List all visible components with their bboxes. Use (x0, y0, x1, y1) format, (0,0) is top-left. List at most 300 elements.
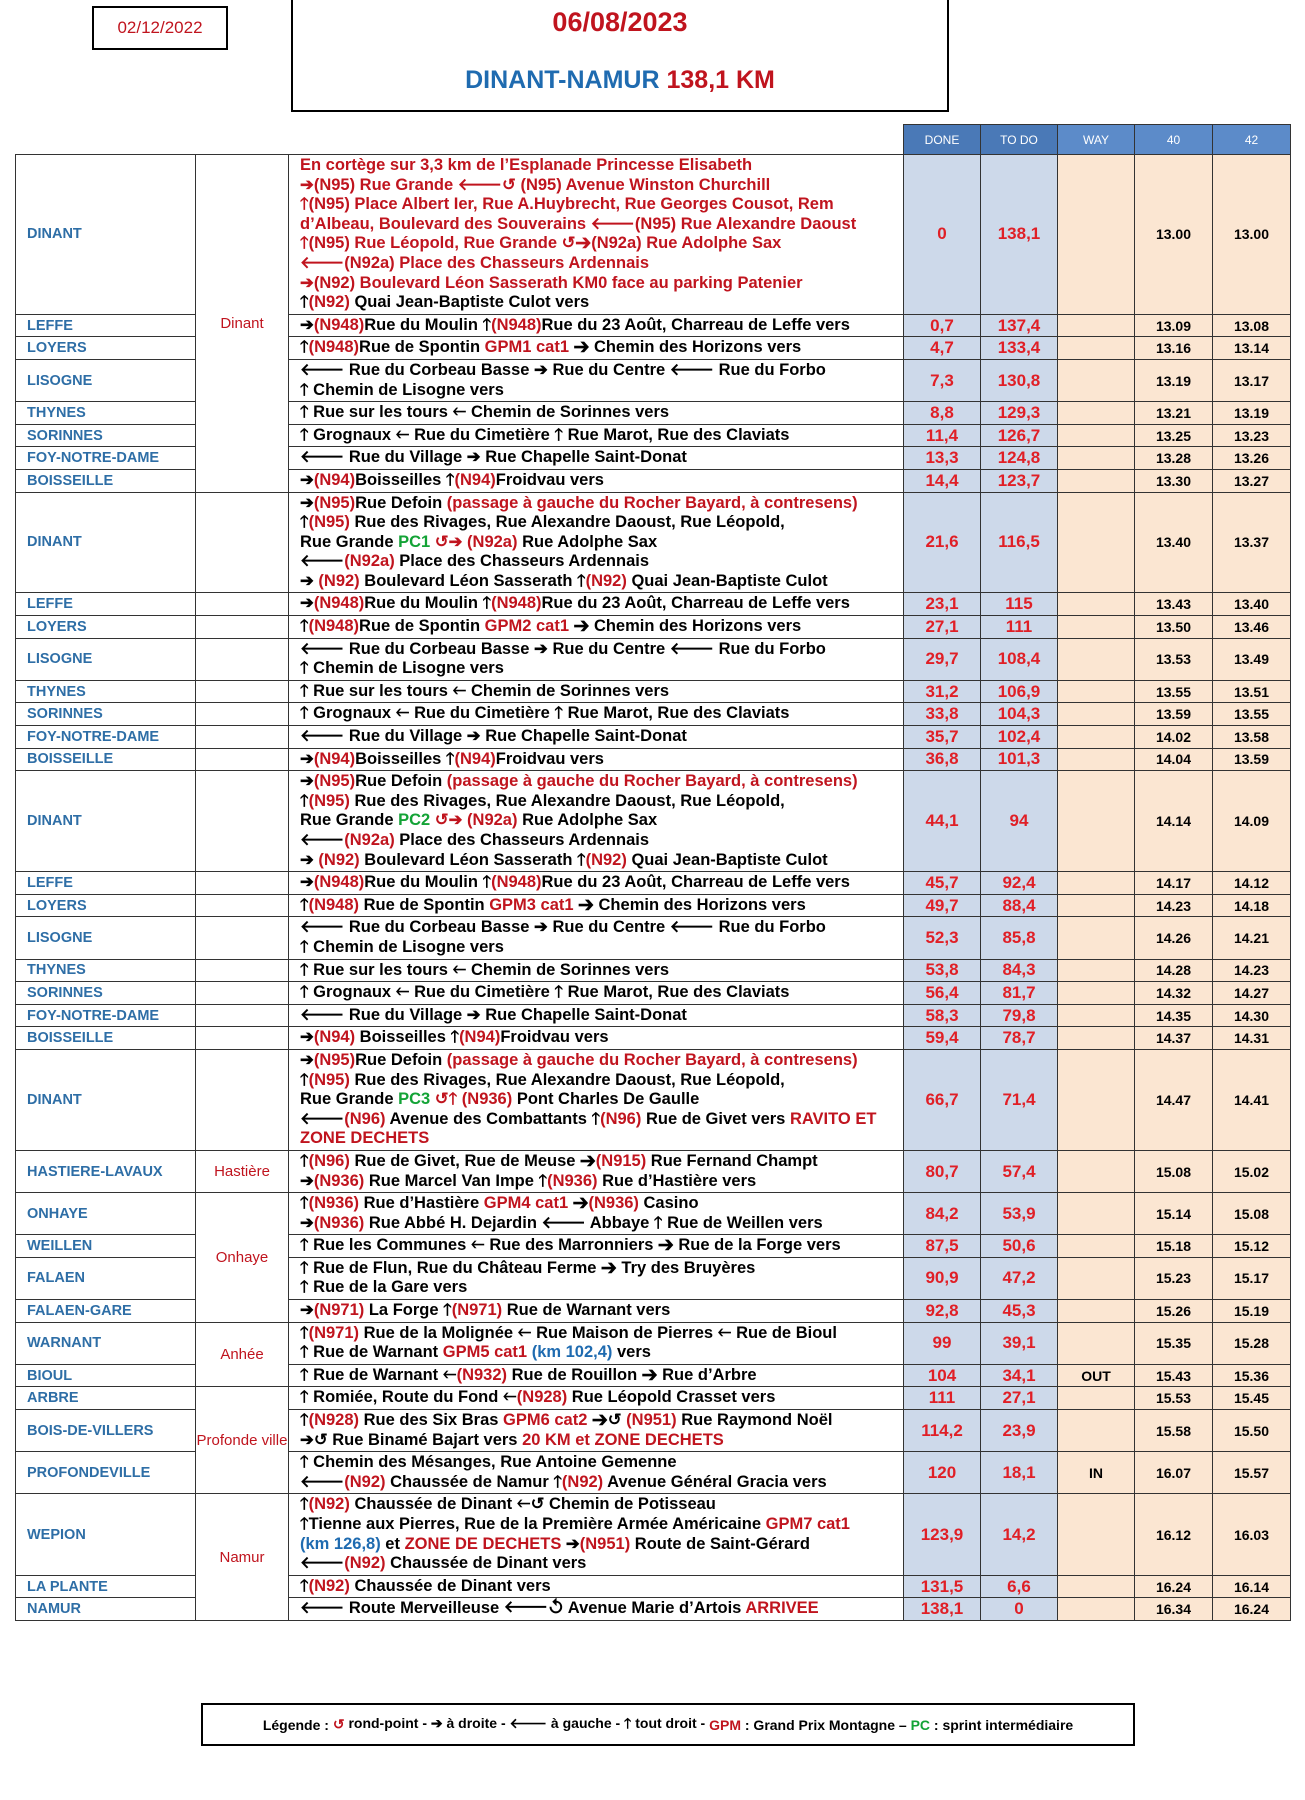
way-cell (1058, 917, 1135, 959)
route-segment: Rue de la Molignée 🡐 Rue Maison de Pierres 🡐 Rue de Bioul (359, 1323, 837, 1342)
route-segment: Rue de Givet, Rue de Meuse ➔ (349, 1151, 596, 1170)
route-segment: 🡑 (300, 338, 309, 357)
route-line (300, 1172, 903, 1192)
route-segment: 🡐 Route Merveilleuse 🡐↺ Avenue Marie d’Artois (300, 1599, 746, 1618)
commune-cell (196, 917, 289, 959)
route-segment: ➔ (561, 1534, 580, 1553)
route-segment: 🡑 (300, 1576, 309, 1595)
route-segment: (km 102,4) (527, 1343, 613, 1362)
route-line (300, 983, 903, 1003)
legend-item: : Grand Prix Montagne – (740, 1716, 911, 1733)
route-segment: Rue des Six Bras (359, 1411, 504, 1430)
todo-km-cell: 92,4 (981, 872, 1058, 895)
route-segment: 🡐 (300, 552, 345, 571)
way-cell (1058, 638, 1135, 680)
location-cell: LEFFE (16, 593, 196, 616)
way-cell (1058, 703, 1135, 726)
route-segment: 🡐 (300, 1109, 345, 1128)
time-40-cell: 15.26 (1135, 1300, 1213, 1323)
time-40-cell: 13.16 (1135, 337, 1213, 360)
route-segment: 🡑(N95) Place Albert Ier, Rue A.Huybrecht, Rue Georges Cousot, Rem (300, 195, 834, 214)
time-42-cell: 15.02 (1213, 1150, 1291, 1192)
table-row (16, 1494, 1291, 1575)
time-42-cell: 13.26 (1213, 447, 1291, 470)
route-segment: (N971) (313, 1301, 365, 1320)
time-42-cell: 14.27 (1213, 982, 1291, 1005)
route-segment: Rue Raymond Noël (676, 1411, 833, 1430)
route-segment: Boulevard Léon Sasserath 🡑 (359, 571, 586, 590)
route-segment: RAVITO ET (789, 1109, 877, 1128)
route-line (300, 552, 903, 572)
route-segment: Rue de Spontin (359, 617, 485, 636)
todo-km-cell: 6,6 (981, 1575, 1058, 1598)
route-segment: 🡑 (300, 895, 309, 914)
route-segment: 🡑 (300, 513, 309, 532)
route-segment: Rue d’Hastière vers (597, 1171, 757, 1190)
todo-km-cell: 78,7 (981, 1027, 1058, 1050)
route-segment: ➔ (300, 1028, 314, 1047)
done-km-cell: 123,9 (904, 1494, 981, 1575)
route-segment: Rue Grande (300, 811, 399, 830)
route-line (300, 918, 903, 938)
time-42-cell: 13.19 (1213, 402, 1291, 425)
time-42-cell: 13.14 (1213, 337, 1291, 360)
route-description-cell (289, 1598, 904, 1621)
time-42-cell: 13.17 (1213, 359, 1291, 401)
table-row (16, 1004, 1291, 1027)
legend-item: GPM (709, 1716, 741, 1733)
legend (201, 1703, 1135, 1746)
route-segment: ➔ (300, 850, 319, 869)
route-segment: (N92) (308, 1576, 350, 1595)
route-segment: Froidvau vers (495, 749, 604, 768)
route-segment: En cortège sur 3,3 km de l’Esplanade Princesse Elisabeth (300, 156, 753, 174)
time-40-cell: 14.47 (1135, 1049, 1213, 1150)
route-segment: 🡑 (300, 293, 309, 312)
way-cell (1058, 1004, 1135, 1027)
route-segment: 🡑 Chemin de Lisogne vers (300, 937, 504, 956)
route-segment: ➔ (300, 571, 319, 590)
route-line (300, 727, 903, 747)
done-km-cell: 80,7 (904, 1150, 981, 1192)
time-40-cell: 16.07 (1135, 1452, 1213, 1494)
route-segment: Rue Defoin (355, 1050, 447, 1069)
route-line (300, 274, 903, 294)
route-segment: ➔ (300, 1301, 314, 1320)
route-segment: Route de Saint-Gérard (630, 1534, 810, 1553)
location-cell: HASTIERE-LAVAUX (16, 1150, 196, 1192)
route-segment: 🡑 Rue de Warnant (300, 1343, 443, 1362)
route-description-cell (289, 155, 904, 315)
location-cell: LOYERS (16, 616, 196, 639)
way-cell (1058, 1494, 1135, 1575)
way-cell (1058, 424, 1135, 447)
done-km-cell: 7,3 (904, 359, 981, 401)
time-40-cell: 14.35 (1135, 1004, 1213, 1027)
route-segment: (N92) (308, 293, 350, 312)
done-km-cell: 29,7 (904, 638, 981, 680)
race-title (293, 66, 947, 95)
route-segment: (N936) (313, 1213, 365, 1232)
commune-cell: Namur (196, 1494, 289, 1621)
todo-km-cell: 53,9 (981, 1193, 1058, 1235)
route-segment: Boisseilles 🡑 (355, 749, 455, 768)
route-segment: 🡐(N92a) Place des Chasseurs Ardennais (300, 253, 650, 272)
time-40-cell: 14.02 (1135, 726, 1213, 749)
route-line (300, 316, 903, 336)
route-segment: (N971) (308, 1323, 360, 1342)
route-line (300, 494, 903, 514)
time-42-cell: 15.17 (1213, 1257, 1291, 1299)
time-40-cell: 15.18 (1135, 1235, 1213, 1258)
route-segment: (N948) (313, 873, 365, 892)
route-segment: 🡐 (300, 831, 345, 849)
way-cell (1058, 1598, 1135, 1621)
route-line (300, 471, 903, 491)
route-line (300, 1028, 903, 1048)
todo-km-cell: 71,4 (981, 1049, 1058, 1150)
way-cell (1058, 1193, 1135, 1235)
route-segment: 🡑 Chemin de Lisogne vers (300, 659, 504, 678)
route-segment: Rue du Moulin 🡑 (364, 873, 492, 892)
time-42-cell: 14.21 (1213, 917, 1291, 959)
route-description-cell (289, 1257, 904, 1299)
todo-km-cell: 126,7 (981, 424, 1058, 447)
document-date: 02/12/2022 (92, 6, 228, 50)
route-segment: d’Albeau, Boulevard des Souverains (300, 214, 591, 233)
route-segment: (N915) (595, 1151, 647, 1170)
location-cell: BIOUL (16, 1364, 196, 1387)
header-42: 42 (1213, 125, 1291, 155)
commune-cell (196, 959, 289, 982)
header-blank (289, 125, 904, 155)
location-cell: FOY-NOTRE-DAME (16, 726, 196, 749)
time-40-cell: 14.14 (1135, 771, 1213, 872)
done-km-cell: 33,8 (904, 703, 981, 726)
route-segment: 🡑 Rue de Flun, Rue du Château Ferme ➔ Try des Bruyères (300, 1258, 756, 1277)
route-segment: ➔ (300, 1050, 314, 1069)
route-segment: 🡐 (300, 1472, 345, 1491)
route-segment: (N948) (491, 315, 542, 334)
route-segment: Rue des Rivages, Rue Alexandre Daoust, Rue Léopold, (349, 791, 785, 810)
route-description-cell (289, 748, 904, 771)
commune-cell: Profonde ville (196, 1387, 289, 1494)
way-cell (1058, 337, 1135, 360)
route-segment: Rue Léopold Crasset vers (567, 1388, 776, 1407)
route-description-cell (289, 680, 904, 703)
route-line (300, 513, 903, 533)
done-km-cell: 21,6 (904, 492, 981, 593)
done-km-cell: 92,8 (904, 1300, 981, 1323)
route-segment: (N95) (313, 1050, 356, 1069)
todo-km-cell: 39,1 (981, 1322, 1058, 1364)
route-line (300, 1535, 903, 1555)
route-description-cell (289, 1364, 904, 1387)
route-line (300, 1343, 903, 1363)
table-row (16, 917, 1291, 959)
route-line (300, 1453, 903, 1473)
location-cell: SORINNES (16, 424, 196, 447)
route-segment: ➔ (300, 470, 314, 489)
header-blank (16, 125, 196, 155)
todo-km-cell: 108,4 (981, 638, 1058, 680)
legend-item: ↺ (332, 1716, 345, 1732)
route-segment: PC2 (398, 811, 431, 830)
location-cell: BOISSEILLE (16, 1027, 196, 1050)
route-segment: (N95) (313, 493, 356, 512)
route-segment: GPM1 cat1 (484, 338, 569, 357)
route-segment: ➔ (300, 1213, 314, 1232)
header-blank (196, 125, 289, 155)
route-line (300, 1129, 903, 1149)
route-description-cell (289, 1322, 904, 1364)
way-cell (1058, 155, 1135, 315)
route-description-cell (289, 872, 904, 895)
done-km-cell: 120 (904, 1452, 981, 1494)
route-segment: GPM2 cat1 (484, 617, 569, 636)
done-km-cell: 84,2 (904, 1193, 981, 1235)
done-km-cell: 52,3 (904, 917, 981, 959)
todo-km-cell: 124,8 (981, 447, 1058, 470)
time-40-cell: 15.08 (1135, 1150, 1213, 1192)
route-segment: (N94) (313, 470, 356, 489)
route-segment: ➔(N95) Rue Grande (300, 175, 458, 194)
route-segment: 🡑 Grognaux 🡐 Rue du Cimetière 🡑 Rue Marot, Rue des Claviats (300, 704, 790, 723)
route-segment: (N92) (344, 1472, 386, 1491)
location-cell: SORINNES (16, 982, 196, 1005)
location-cell: LEFFE (16, 872, 196, 895)
route-segment: Place des Chasseurs Ardennais (394, 831, 650, 849)
done-km-cell: 66,7 (904, 1049, 981, 1150)
route-description-cell (289, 894, 904, 917)
time-40-cell: 16.12 (1135, 1494, 1213, 1575)
route-segment: 🡑(N95) Rue Léopold, Rue Grande ↺➔(N92a) Rue Adolphe Sax (300, 234, 782, 253)
route-segment: (N936) (308, 1194, 360, 1213)
route-segment: (N94) (313, 749, 356, 768)
route-segment: (N95) (313, 772, 356, 791)
commune-cell (196, 872, 289, 895)
table-row (16, 982, 1291, 1005)
done-km-cell: 0 (904, 155, 981, 315)
route-segment: (N96) (344, 1109, 386, 1128)
route-line (300, 750, 903, 770)
route-description-cell (289, 402, 904, 425)
route-segment: Rue Grande (300, 1090, 399, 1109)
route-line (300, 1278, 903, 1298)
header-done: DONE (904, 125, 981, 155)
time-42-cell: 13.51 (1213, 680, 1291, 703)
time-42-cell: 14.23 (1213, 959, 1291, 982)
route-line (300, 361, 903, 381)
way-cell (1058, 1257, 1135, 1299)
route-description-cell (289, 1150, 904, 1192)
time-42-cell: 13.00 (1213, 155, 1291, 315)
todo-km-cell: 45,3 (981, 1300, 1058, 1323)
time-40-cell: 13.28 (1135, 447, 1213, 470)
way-cell: IN (1058, 1452, 1135, 1494)
done-km-cell: 99 (904, 1322, 981, 1364)
way-cell (1058, 872, 1135, 895)
time-40-cell: 14.04 (1135, 748, 1213, 771)
route-line (300, 1388, 903, 1408)
way-cell (1058, 359, 1135, 401)
time-42-cell: 16.03 (1213, 1494, 1291, 1575)
route-line (300, 594, 903, 614)
route-segment: 🡑 Chemin des Mésanges, Rue Antoine Gemenne (300, 1453, 677, 1472)
time-40-cell: 16.34 (1135, 1598, 1213, 1621)
route-segment: Rue Adolphe Sax (517, 811, 658, 830)
location-cell: LISOGNE (16, 638, 196, 680)
route-segment: 🡑 Rue les Communes 🡐 Rue des Marronniers ➔ Rue de la Forge vers (300, 1236, 841, 1255)
route-line (300, 617, 903, 637)
done-km-cell: 90,9 (904, 1257, 981, 1299)
way-cell (1058, 959, 1135, 982)
route-segment: Pont Charles De Gaulle (512, 1090, 700, 1109)
route-segment: ➔↺ (587, 1411, 627, 1430)
time-40-cell: 14.28 (1135, 959, 1213, 982)
route-segment: (N971) (451, 1301, 503, 1320)
todo-km-cell: 106,9 (981, 680, 1058, 703)
todo-km-cell: 129,3 (981, 402, 1058, 425)
time-40-cell: 16.24 (1135, 1575, 1213, 1598)
route-line (300, 1301, 903, 1321)
todo-km-cell: 27,1 (981, 1387, 1058, 1410)
route-segment: La Forge 🡑 (364, 1301, 452, 1320)
route-segment: (N92) (308, 1495, 350, 1514)
route-line (300, 293, 903, 313)
done-km-cell: 87,5 (904, 1235, 981, 1258)
commune-cell (196, 680, 289, 703)
route-segment: 🡑 (300, 1323, 309, 1342)
route-segment: (N936) (313, 1171, 365, 1190)
route-segment: 🡑 Rue sur les tours 🡐 Chemin de Sorinnes vers (300, 960, 670, 979)
route-segment: Boulevard Léon Sasserath 🡑 (359, 850, 586, 869)
route-description-cell (289, 1494, 904, 1575)
route-segment: (passage à gauche du Rocher Bayard, à contresens) (446, 772, 858, 791)
route-segment: Chaussée de Dinant vers (385, 1554, 587, 1573)
way-cell (1058, 1387, 1135, 1410)
route-segment: Chaussée de Namur 🡑 (385, 1472, 562, 1491)
route-segment: (N92) (318, 850, 360, 869)
location-cell: FALAEN (16, 1257, 196, 1299)
title-box (291, 0, 949, 112)
route-segment: (N932) (456, 1365, 508, 1384)
way-cell (1058, 982, 1135, 1005)
header-way: WAY (1058, 125, 1135, 155)
location-cell: WEPION (16, 1494, 196, 1575)
time-40-cell: 14.26 (1135, 917, 1213, 959)
location-cell: THYNES (16, 402, 196, 425)
route-line (300, 1515, 903, 1535)
time-40-cell: 13.43 (1135, 593, 1213, 616)
route-segment: ARRIVEE (745, 1599, 819, 1618)
route-segment: (N948) (491, 594, 542, 613)
location-cell: LEFFE (16, 314, 196, 337)
commune-cell (196, 1027, 289, 1050)
table-row (16, 492, 1291, 593)
route-segment: 🡐 Rue du Corbeau Basse ➔ Rue du Centre 🡐 Rue du Forbo (300, 360, 826, 379)
way-cell (1058, 1300, 1135, 1323)
time-40-cell: 13.55 (1135, 680, 1213, 703)
way-cell (1058, 1410, 1135, 1452)
route-segment: (N92a) (344, 831, 395, 849)
route-segment: ➔ (300, 1171, 314, 1190)
route-segment: (N94) (313, 1028, 356, 1047)
route-line (300, 234, 903, 254)
table-row (16, 1322, 1291, 1364)
time-42-cell: 14.18 (1213, 894, 1291, 917)
time-40-cell: 13.59 (1135, 703, 1213, 726)
route-segment: Froidvau vers (500, 1028, 609, 1047)
route-line (300, 426, 903, 446)
location-cell: LOYERS (16, 337, 196, 360)
route-line (300, 533, 903, 553)
route-segment: (N92) (318, 571, 360, 590)
commune-cell (196, 726, 289, 749)
todo-km-cell: 57,4 (981, 1150, 1058, 1192)
table-row (16, 771, 1291, 872)
route-segment: (N951) (626, 1411, 677, 1430)
done-km-cell: 56,4 (904, 982, 981, 1005)
time-40-cell: 13.40 (1135, 492, 1213, 593)
location-cell: ARBRE (16, 1387, 196, 1410)
time-40-cell: 14.37 (1135, 1027, 1213, 1050)
todo-km-cell: 34,1 (981, 1364, 1058, 1387)
route-segment: ➔ (568, 1194, 589, 1213)
route-description-cell (289, 959, 904, 982)
way-cell (1058, 593, 1135, 616)
route-segment: ZONE DE DECHETS (404, 1534, 562, 1553)
table-row (16, 1027, 1291, 1050)
todo-km-cell: 130,8 (981, 359, 1058, 401)
time-42-cell: 15.36 (1213, 1364, 1291, 1387)
route-segment: ZONE DECHETS (300, 1129, 430, 1148)
legend-item: : sprint intermédiaire (930, 1716, 1074, 1733)
commune-cell (196, 982, 289, 1005)
location-cell: LA PLANTE (16, 1575, 196, 1598)
done-km-cell: 138,1 (904, 1598, 981, 1621)
route-segment: Rue Adolphe Sax (517, 532, 658, 551)
todo-km-cell: 47,2 (981, 1257, 1058, 1299)
route-name: DINANT-NAMUR (465, 66, 660, 94)
done-km-cell: 44,1 (904, 771, 981, 872)
way-cell (1058, 492, 1135, 593)
route-segment: ➔ (300, 594, 314, 613)
done-km-cell: 58,3 (904, 1004, 981, 1027)
route-description-cell (289, 424, 904, 447)
way-cell (1058, 402, 1135, 425)
time-42-cell: 15.28 (1213, 1322, 1291, 1364)
done-km-cell: 49,7 (904, 894, 981, 917)
location-cell: THYNES (16, 959, 196, 982)
route-segment: 🡑 (300, 1495, 309, 1514)
time-42-cell: 13.37 (1213, 492, 1291, 593)
time-42-cell: 15.45 (1213, 1387, 1291, 1410)
route-line (300, 1411, 903, 1431)
route-segment: ➔ (300, 749, 314, 768)
todo-km-cell: 50,6 (981, 1235, 1058, 1258)
route-line (300, 1324, 903, 1344)
route-line (300, 572, 903, 592)
way-cell (1058, 1150, 1135, 1192)
route-segment: 🡐↺ (457, 175, 521, 194)
route-description-cell (289, 1387, 904, 1410)
commune-cell (196, 1049, 289, 1150)
commune-cell: Dinant (196, 155, 289, 493)
commune-cell (196, 1004, 289, 1027)
route-description-cell (289, 1027, 904, 1050)
route-description-cell (289, 1049, 904, 1150)
